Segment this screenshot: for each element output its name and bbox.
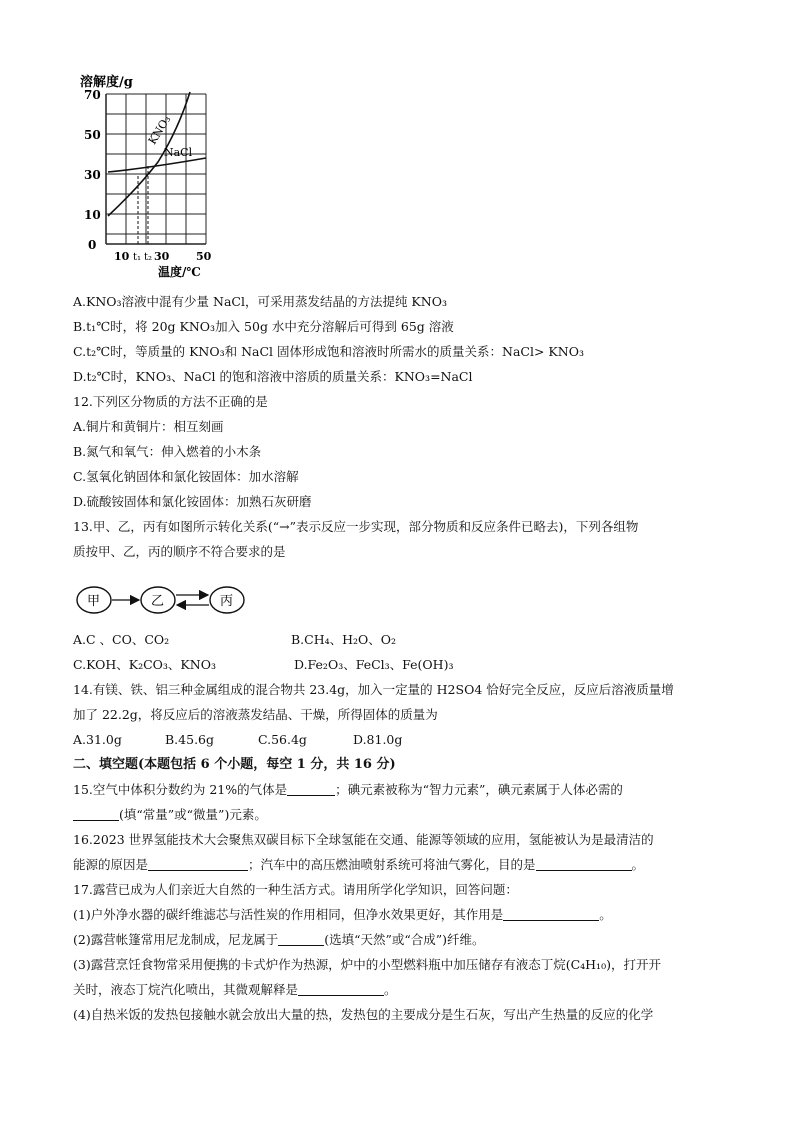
q11-option-c: C.t₂℃时，等质量的 KNO₃和 NaCl 固体形成饱和溶液时所需水的质量关系：NaCl> KNO₃ [73, 344, 584, 359]
q17-stem: 17.露营已成为人们亲近大自然的一种生活方式。请用所学化学知识，回答问题： [73, 882, 518, 897]
q16-blank-2[interactable] [536, 858, 632, 871]
node-bing-label: 丙 [220, 594, 234, 609]
q16-line2 [73, 857, 644, 873]
q17-sub2 [73, 932, 485, 948]
q13-option-b: B.CH₄、H₂O、O₂ [291, 632, 397, 647]
q12-option-a: A.铜片和黄铜片：相互刻画 [73, 419, 224, 434]
graph-xlabel: 温度/℃ [158, 265, 201, 279]
xtick-t2: t₂ [144, 252, 153, 263]
q12-option-b: B.氮气和氧气：伸入燃着的小木条 [73, 444, 262, 459]
graph-grid [106, 94, 206, 244]
q17-sub1 [73, 907, 612, 923]
ytick-70: 70 [84, 88, 101, 102]
q17-blank-3[interactable] [298, 983, 384, 996]
q14-option-d: D.81.0g [353, 732, 403, 747]
ytick-50: 50 [84, 128, 101, 142]
q17-sub1-text: (1)户外净水器的碳纤维滤芯与活性炭的作用相同，但净水效果更好，其作用是 [73, 907, 504, 922]
q16-text-c: 。 [631, 857, 645, 872]
xtick-30: 30 [154, 250, 170, 263]
q13-stem-line2: 质按甲、乙，丙的顺序不符合要求的是 [73, 544, 286, 559]
xtick-50: 50 [196, 250, 212, 263]
q17-sub3-line1: (3)露营烹饪食物常采用便携的卡式炉作为热源，炉中的小型燃料瓶中加压储存有液态丁烷(C₄H₁₀)，打开开 [73, 957, 661, 972]
q11-option-d: D.t₂℃时，KNO₃、NaCl 的饱和溶液中溶质的质量关系：KNO₃=NaCl [73, 369, 473, 384]
q17-blank-2[interactable] [278, 933, 324, 946]
q15-text-b: ；碘元素被称为“智力元素”，碘元素属于人体必需的 [335, 782, 623, 797]
q13-stem-line1: 13.甲、乙，丙有如图所示转化关系(“→”表示反应一步实现，部分物质和反应条件已略去)，下列各组物 [73, 519, 639, 534]
q15-text-a: 15.空气中体积分数约为 21%的气体是 [73, 782, 288, 797]
q15-blank-1[interactable] [287, 783, 335, 796]
q11-option-a: A.KNO₃溶液中混有少量 NaCl，可采用蒸发结晶的方法提纯 KNO₃ [73, 294, 447, 309]
section-2-heading: 二、填空题(本题包括 6 个小题，每空 1 分，共 16 分) [73, 757, 396, 772]
ytick-10: 10 [84, 208, 101, 222]
q17-sub3-text: 关时，液态丁烷汽化喷出，其微观解释是 [73, 982, 299, 997]
node-yi-label: 乙 [151, 594, 165, 609]
q14-stem-line1: 14.有镁、铁、铝三种金属组成的混合物共 23.4g，加入一定量的 H2SO4 恰好完全反应，反应后溶液质量增 [73, 682, 674, 697]
q17-sub4: (4)自热米饭的发热包接触水就会放出大量的热，发热包的主要成分是生石灰，写出产生热量的反应的化学 [73, 1007, 654, 1022]
q17-sub2-text: (2)露营帐篷常用尼龙制成，尼龙属于 [73, 932, 279, 947]
node-jia-label: 甲 [87, 594, 101, 609]
q13-option-a: A.C 、CO、CO₂ [73, 632, 170, 647]
q17-sub3-line2 [73, 982, 397, 998]
xtick-t1: t₁ [133, 252, 142, 263]
q15-text-c: (填“常量”或“微量”)元素。 [119, 807, 267, 822]
q14-option-c: C.56.4g [258, 732, 307, 747]
q15-blank-2[interactable] [73, 808, 119, 821]
q17-sub3-end: 。 [384, 982, 397, 997]
graph-ylabel: 溶解度/g [80, 75, 133, 90]
q17-sub2-end: (选填“天然”或“合成”)纤维。 [324, 932, 485, 947]
kno3-label: KNO₃ [145, 113, 174, 147]
q15-line2 [73, 807, 267, 823]
q16-text-a: 能源的原因是 [73, 857, 149, 872]
solubility-graph [78, 70, 218, 280]
q16-line1: 16.2023 世界氢能技术大会聚焦双碳目标下全球氢能在交通、能源等领域的应用，氢能被认为是最清洁的 [73, 832, 654, 847]
q12-option-c: C.氢氧化钠固体和氯化铵固体：加水溶解 [73, 469, 299, 484]
ytick-30: 30 [84, 168, 101, 182]
q14-option-b: B.45.6g [165, 732, 214, 747]
q15-line1 [73, 782, 623, 798]
q16-text-b: ；汽车中的高压燃油喷射系统可将油气雾化，目的是 [248, 857, 536, 872]
q14-stem-line2: 加了 22.2g，将反应后的溶液蒸发结晶、干燥，所得固体的质量为 [73, 707, 438, 722]
ytick-0: 0 [88, 238, 97, 252]
transformation-diagram [72, 580, 252, 620]
q13-option-c: C.KOH、K₂CO₃、KNO₃ [73, 657, 216, 672]
xtick-10: 10 [114, 250, 130, 263]
q17-sub1-end: 。 [599, 907, 612, 922]
q12-stem: 12.下列区分物质的方法不正确的是 [73, 394, 268, 409]
q11-option-b: B.t₁℃时，将 20g KNO₃加入 50g 水中充分溶解后可得到 65g 溶液 [73, 319, 454, 334]
q16-blank-1[interactable] [148, 858, 248, 871]
q17-blank-1[interactable] [503, 908, 599, 921]
nacl-label: NaCl [164, 146, 193, 159]
q12-option-d: D.硫酸铵固体和氯化铵固体：加熟石灰研磨 [73, 494, 312, 509]
nacl-curve [108, 158, 206, 172]
q13-option-d: D.Fe₂O₃、FeCl₃、Fe(OH)₃ [294, 657, 454, 672]
q14-option-a: A.31.0g [73, 732, 122, 747]
